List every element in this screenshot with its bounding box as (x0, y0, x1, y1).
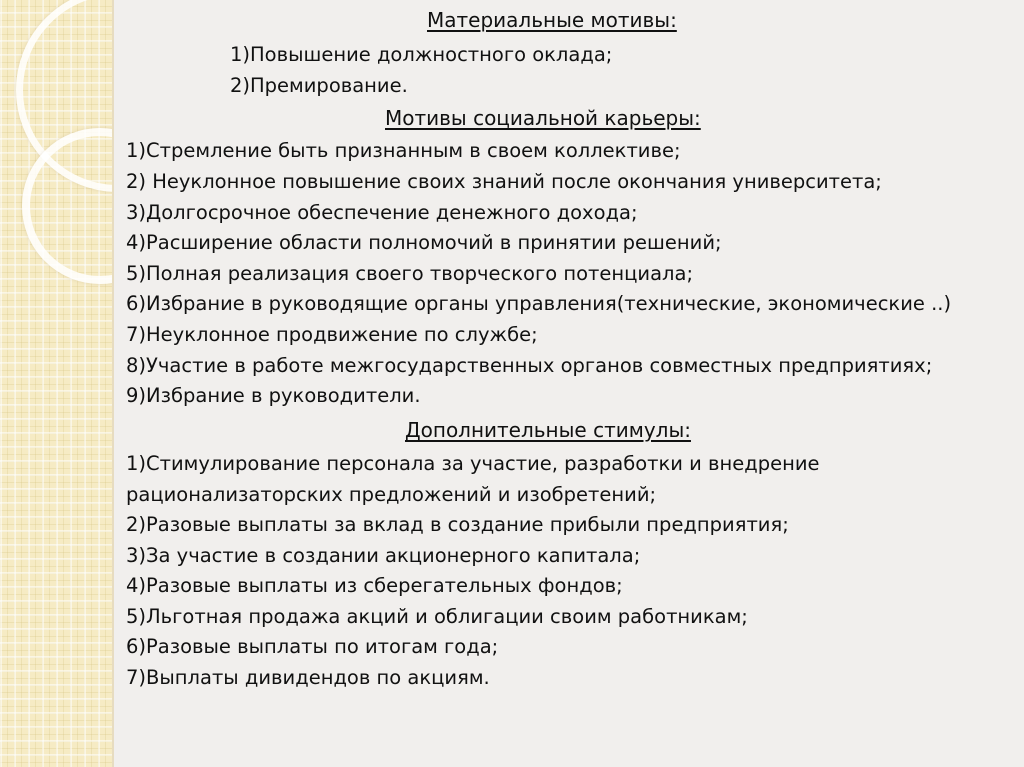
heading-material-motives: Материальные мотивы: (427, 8, 677, 32)
career-item-4: 4)Расширение области полномочий в принятии решений; (126, 231, 722, 254)
career-item-1: 1)Стремление быть признанным в своем коллективе; (126, 139, 681, 162)
career-item-9: 9)Избрание в руководители. (126, 384, 421, 407)
decorative-side-panel (0, 0, 114, 767)
stimuli-item-5: 5)Льготная продажа акций и облигации своим работникам; (126, 605, 748, 628)
career-item-6: 6)Избрание в руководящие органы управления(технические, экономические ..) (126, 292, 952, 315)
stimuli-item-4: 4)Разовые выплаты из сберегательных фондов; (126, 574, 623, 597)
side-panel-edge (112, 0, 114, 767)
stimuli-item-3: 3)За участие в создании акционерного капитала; (126, 544, 641, 567)
career-item-2: 2) Неуклонное повышение своих знаний после окончания университета; (126, 170, 882, 193)
material-item-2: 2)Премирование. (230, 74, 408, 97)
career-item-5: 5)Полная реализация своего творческого потенциала; (126, 262, 694, 285)
material-item-1: 1)Повышение должностного оклада; (230, 43, 613, 66)
stimuli-item-6: 6)Разовые выплаты по итогам года; (126, 635, 499, 658)
heading-additional-stimuli: Дополнительные стимулы: (405, 418, 691, 442)
stimuli-item-2: 2)Разовые выплаты за вклад в создание прибыли предприятия; (126, 513, 789, 536)
slide-content (126, 0, 1016, 767)
career-item-3: 3)Долгосрочное обеспечение денежного дохода; (126, 201, 638, 224)
career-item-8: 8)Участие в работе межгосударственных органов совместных предприятиях; (126, 354, 933, 377)
stimuli-item-1-continued: рационализаторских предложений и изобретений; (126, 483, 657, 506)
heading-career-motives: Мотивы социальной карьеры: (385, 106, 701, 130)
stimuli-item-7: 7)Выплаты дивидендов по акциям. (126, 666, 490, 689)
stimuli-item-1: 1)Стимулирование персонала за участие, разработки и внедрение (126, 452, 820, 475)
career-item-7: 7)Неуклонное продвижение по службе; (126, 323, 538, 346)
